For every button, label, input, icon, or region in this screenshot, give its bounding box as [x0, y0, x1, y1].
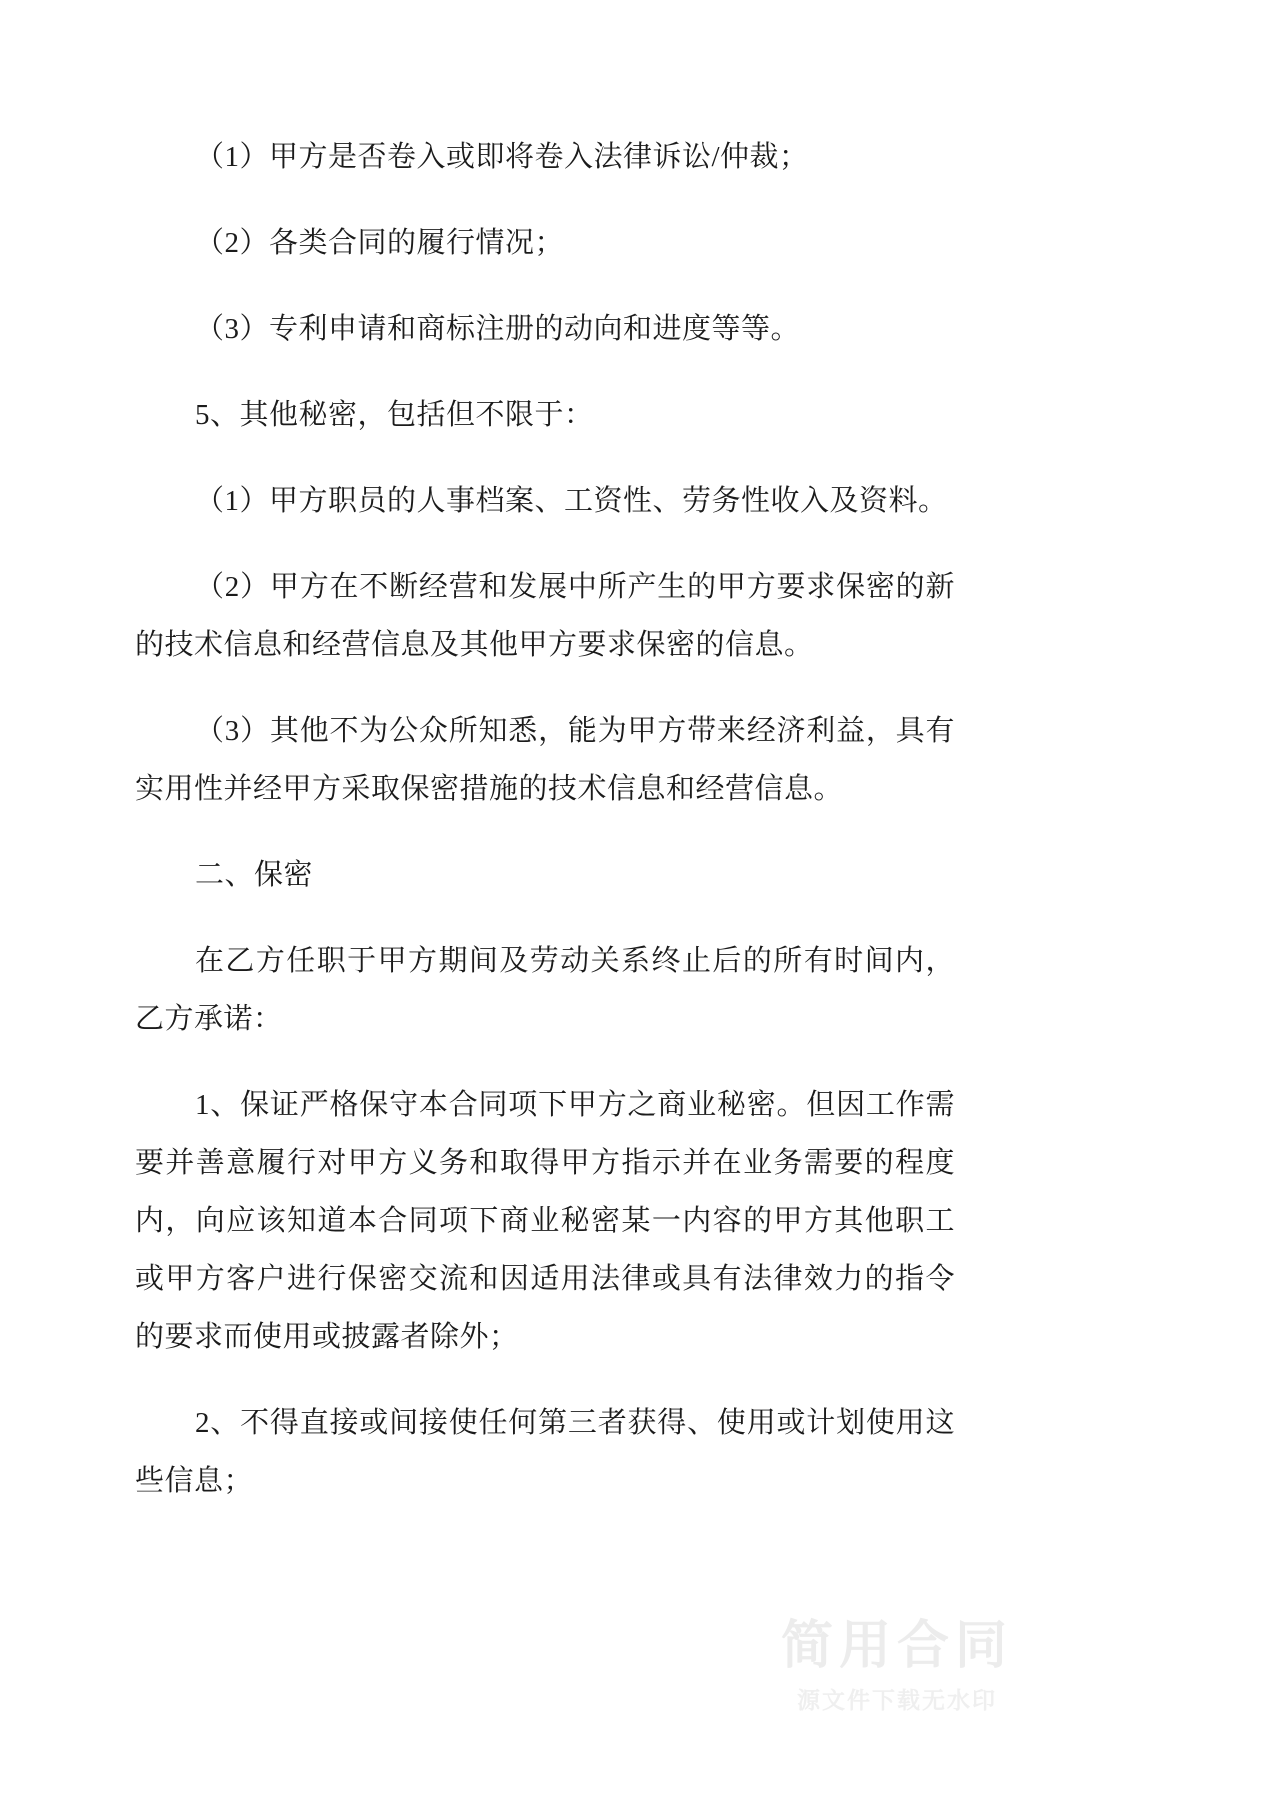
watermark [762, 1616, 1032, 1715]
section-heading: 二、保密 [195, 859, 314, 891]
watermark-brand: 简用合同 [780, 1616, 1013, 1677]
list-item: （2）各类合同的履行情况； [195, 227, 565, 259]
list-item: （2）甲方在不断经营和发展中所产生的甲方要求保密的新的技术信息和经营信息及其他甲方要求保密的信息。 [135, 571, 955, 661]
list-item: （3）其他不为公众所知悉，能为甲方带来经济利益，具有实用性并经甲方采取保密措施的技术信息和经营信息。 [135, 715, 955, 805]
watermark-tagline: 源文件下载无水印 [797, 1688, 997, 1714]
paragraph: 在乙方任职于甲方期间及劳动关系终止后的所有时间内，乙方承诺： [135, 945, 955, 1035]
numbered-item: 2、不得直接或间接使任何第三者获得、使用或计划使用这些信息； [135, 1407, 955, 1497]
list-item: （1）甲方职员的人事档案、工资性、劳务性收入及资料。 [195, 485, 948, 517]
document-body [135, 128, 955, 1538]
list-item: （1）甲方是否卷入或即将卷入法律诉讼/仲裁； [195, 141, 809, 173]
numbered-item: 5、其他秘密，包括但不限于： [195, 399, 594, 431]
list-item: （3）专利申请和商标注册的动向和进度等等。 [195, 313, 801, 345]
numbered-item: 1、保证严格保守本合同项下甲方之商业秘密。但因工作需要并善意履行对甲方义务和取得甲方指示并在业务需要的程度内，向应该知道本合同项下商业秘密某一内容的甲方其他职工或甲方客户进行保密交流和因适用法律或具有法律效力的指令的要求而使用或披露者除外； [135, 1089, 955, 1353]
